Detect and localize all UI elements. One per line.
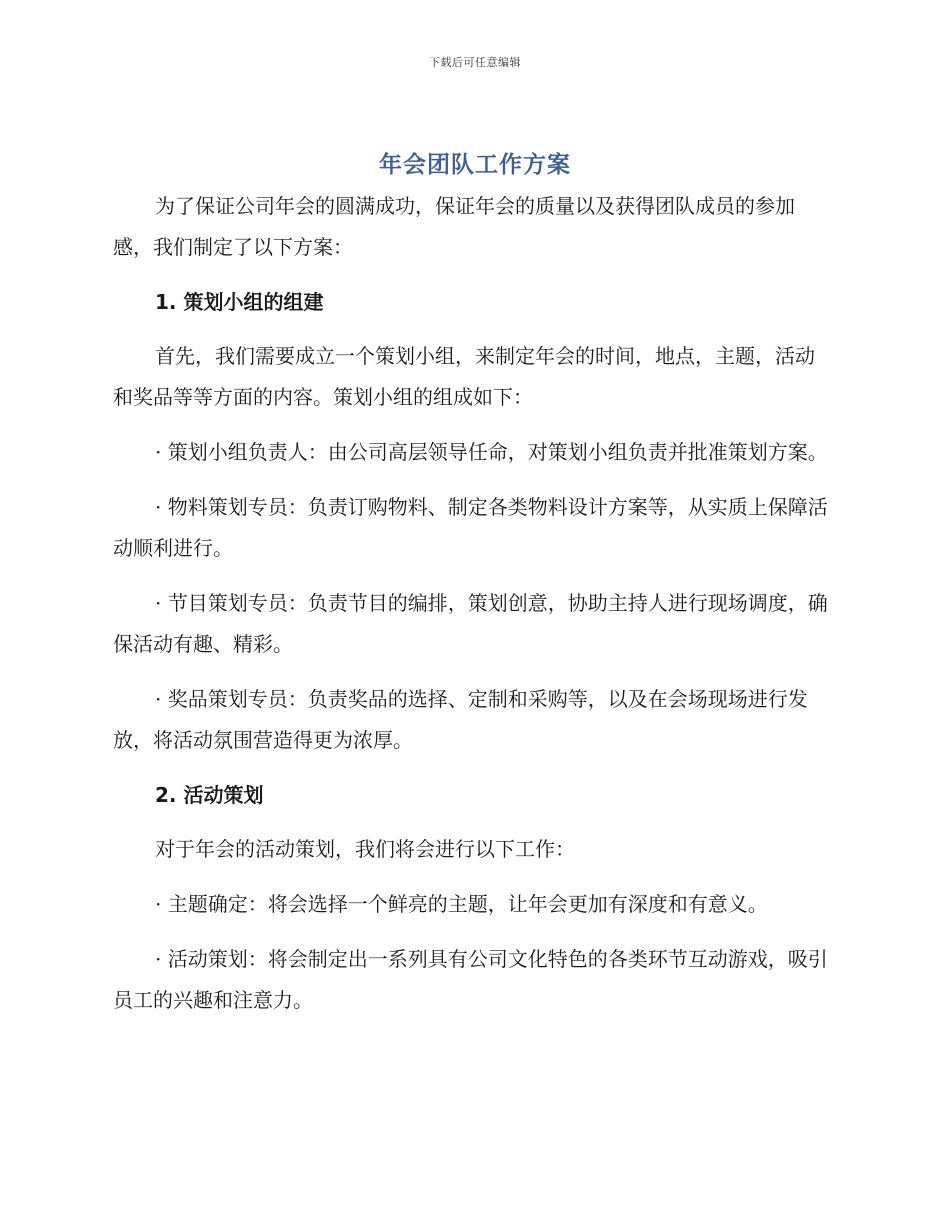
section-2-item-activities: · 活动策划：将会制定出一系列具有公司文化特色的各类环节互动游戏，吸引员工的兴趣和注意力。 (113, 947, 828, 1012)
section-1-item-program: · 节目策划专员：负责节目的编排，策划创意，协助主持人进行现场调度，确保活动有趣、精彩。 (113, 591, 828, 656)
section-1-intro: 首先，我们需要成立一个策划小组，来制定年会的时间，地点，主题，活动和奖品等等方面的内容。策划小组的组成如下： (113, 344, 815, 409)
intro-paragraph: 为了保证公司年会的圆满成功，保证年会的质量以及获得团队成员的参加感，我们制定了以下方案： (113, 194, 795, 259)
section-1-item-leader: · 策划小组负责人：由公司高层领导任命，对策划小组负责并批准策划方案。 (155, 440, 828, 464)
document-title: 年会团队工作方案 (379, 152, 571, 178)
section-2-heading: 2. 活动策划 (155, 783, 264, 807)
page-header: 下载后可任意编辑 (429, 56, 521, 69)
section-2-item-theme: · 主题确定：将会选择一个鲜亮的主题，让年会更加有深度和有意义。 (155, 892, 768, 916)
document-body (113, 186, 831, 1035)
section-2-intro: 对于年会的活动策划，我们将会进行以下工作： (155, 837, 575, 861)
section-1-item-prizes: · 奖品策划专员：负责奖品的选择、定制和采购等，以及在会场现场进行发放，将活动氛围营造得更为浓厚。 (113, 687, 808, 752)
section-1-item-materials: · 物料策划专员：负责订购物料、制定各类物料设计方案等，从实质上保障活动顺利进行。 (113, 495, 828, 560)
section-1-heading: 1. 策划小组的组建 (155, 290, 324, 314)
